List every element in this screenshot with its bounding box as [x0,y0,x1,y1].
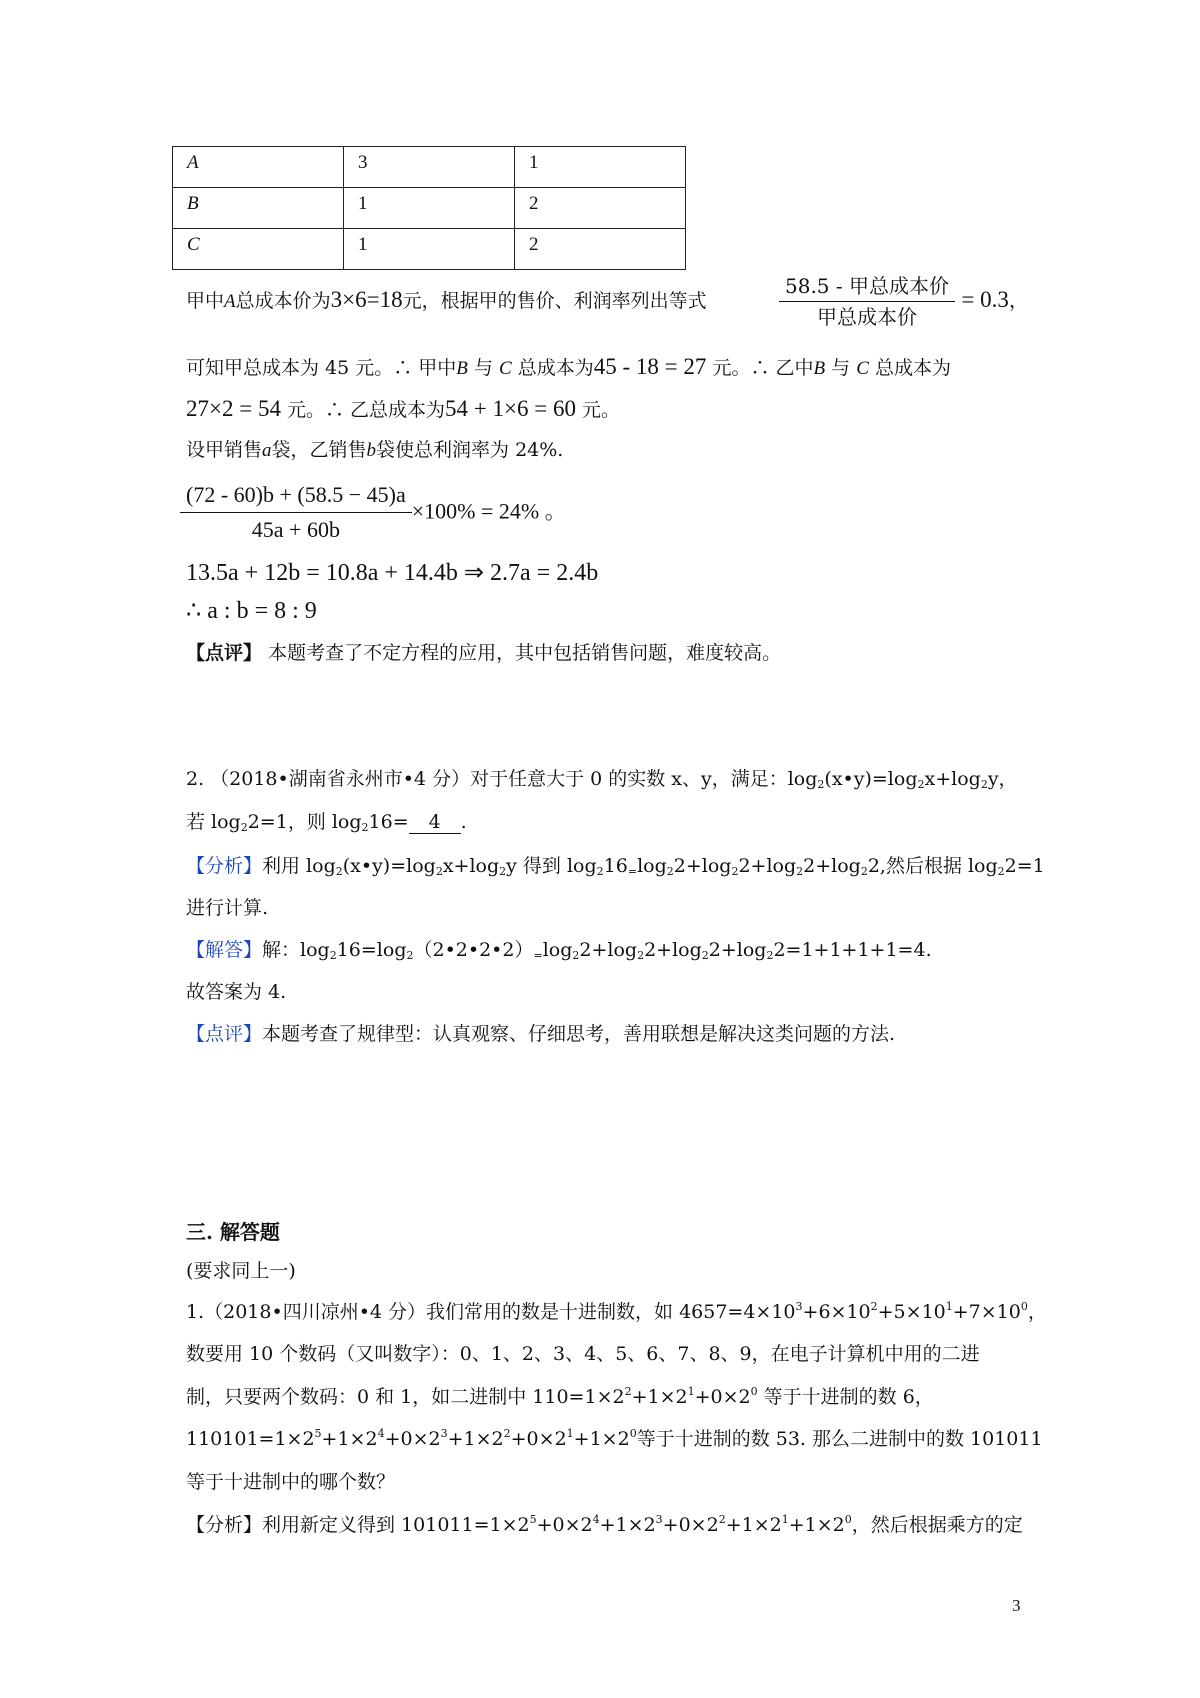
subscript: 2 [766,949,774,962]
subscript: 2 [997,865,1005,878]
superscript: 0 [629,1427,637,1440]
problem-2-line-1 [186,766,1018,792]
superscript: 1 [687,1385,695,1398]
analysis-2-line-1 [186,853,1045,879]
expr: 3×6=18 [330,287,403,312]
text: 总成本为 [874,357,951,379]
table-cell: A [173,147,344,188]
text: 元。∴ 乙总成本为 [287,399,446,421]
solution-line-4 [186,437,563,464]
text: 16= [368,811,409,833]
comment-label: 【点评】 [186,1023,263,1045]
text: 16 [603,855,628,877]
text: +1×2 [321,1428,378,1450]
comment-text: 本题考查了规律型：认真观察、仔细思考，善用联想是解决这类问题的方法. [262,1023,896,1045]
table-cell: 1 [344,229,515,270]
text: 110101=1×2 [186,1428,315,1450]
text: 与 [473,357,493,379]
text: 2+log [644,939,702,961]
subscript: 2 [572,949,580,962]
text: 设甲销售 [186,439,263,461]
analysis-2-line-2: 进行计算. [186,897,269,919]
question-1-line-3 [186,1384,934,1410]
numerator: 58.5 - 甲总成本价 [779,271,955,302]
var: B [456,358,468,379]
superscript: 3 [440,1427,448,1440]
equation-1: 13.5a + 12b = 10.8a + 14.4b ⇒ 2.7a = 2.4b [186,560,599,586]
superscript: 3 [795,1300,803,1313]
text: 2=1+1+1+1=4. [773,939,932,961]
text: 等于十进制的数 53. 那么二进制中的数 101011 [636,1428,1043,1450]
table-cell: 2 [515,188,686,229]
text: 可知甲总成本为 45 元。∴ 甲中 [186,357,457,379]
comment-text: 本题考查了不定方程的应用，其中包括销售问题，难度较高。 [268,642,782,664]
text: 总成本价为 [235,290,331,312]
section-note: (要求同上一) [186,1260,296,1282]
table-cell: B [173,188,344,229]
text: +1×2 [725,1514,782,1536]
text: 总成本为 [517,357,594,379]
text: 2+log [673,855,732,877]
var: B [813,358,826,379]
text: 2. （2018•湖南省永州市•4 分）对于任意大于 0 的实数 x、y，满足：log [186,768,818,790]
text: y 得到 log [506,855,597,877]
solution-line-3 [186,396,620,423]
text: . [460,811,467,833]
text: +1×2 [599,1514,656,1536]
text: +1×2 [573,1428,630,1450]
analysis-3 [186,1512,1023,1538]
subscript: 2 [860,865,868,878]
problem-2-line-2 [186,809,467,835]
page-number: 3 [1012,1596,1021,1615]
text: 2+log [738,855,797,877]
solution-line-1 [186,287,707,315]
text: 1.（2018•四川凉州•4 分）我们常用的数是十进制数，如 4657=4×10 [186,1301,796,1323]
text: （2•2•2•2） [413,939,534,961]
expr: ×100% = 24% 。 [411,498,567,524]
text: +1×2 [447,1428,504,1450]
subscript: = [533,949,543,962]
text: 甲中 [186,290,225,312]
superscript: 4 [592,1513,600,1526]
subscript: 2 [637,949,645,962]
text: +0×2 [662,1514,719,1536]
text: log [542,939,573,961]
table-cell: 1 [344,188,515,229]
var: A [224,291,236,312]
fraction-profit [779,271,1029,332]
subscript: 2 [335,865,343,878]
denominator: 甲总成本价 [817,305,917,329]
question-1-line-1 [186,1299,1047,1325]
answer-blank: 4 [409,811,461,834]
text: 元。 [582,399,621,421]
subscript: 2 [361,821,369,834]
table-row [173,229,686,270]
comment-2 [186,1021,895,1047]
subscript: 2 [796,865,804,878]
superscript: 2 [870,1300,878,1313]
subscript: 2 [917,778,925,791]
data-table [172,146,686,270]
subscript: 2 [731,865,739,878]
text: 制，只要两个数码：0 和 1，如二进制中 110=1×2 [186,1386,625,1408]
text: 2+log [708,939,767,961]
denominator: 45a + 60b [251,517,340,542]
table-cell: C [173,229,344,270]
text: 若 log [186,811,241,833]
text: +0×2 [510,1428,567,1450]
text: x+log [442,855,500,877]
text: 袋使总利润率为 24%. [376,439,564,461]
superscript: 0 [750,1385,758,1398]
text: +6×10 [802,1301,871,1323]
expr: 27×2 = 54 [186,396,281,421]
text: 2=1 [1004,855,1045,877]
text: 2=1，则 log [247,811,362,833]
text: 2,然后根据 log [867,855,998,877]
superscript: 5 [314,1427,322,1440]
subscript: 2 [406,949,414,962]
superscript: 2 [718,1513,726,1526]
numerator: (72 - 60)b + (58.5 − 45)a [180,478,412,513]
comment-1 [186,640,781,666]
text: +1×2 [631,1386,688,1408]
superscript: 1 [945,1300,953,1313]
superscript: 3 [655,1513,663,1526]
subscript: 2 [666,865,674,878]
superscript: 2 [624,1385,632,1398]
subscript: 2 [980,778,988,791]
text: +1×2 [788,1514,845,1536]
superscript: 1 [781,1513,789,1526]
subscript: 2 [499,865,507,878]
equation-2: ∴ a : b = 8 : 9 [186,598,317,624]
text: 利用 log [262,855,336,877]
subscript: 2 [596,865,604,878]
subscript: = [627,865,638,878]
superscript: 0 [844,1513,852,1526]
var: C [856,358,869,379]
section-title: 三. 解答题 [186,1220,280,1244]
text: +0×2 [694,1386,751,1408]
superscript: 5 [529,1513,537,1526]
text: 元，根据甲的售价、利润率列出等式 [402,290,707,312]
text: x+log [924,768,981,790]
solution-label: 【解答】 [186,939,263,961]
analysis-label: 【分析】 [186,1514,263,1536]
solution-line-2 [186,354,951,382]
subscript: 2 [240,821,248,834]
table-cell: 3 [344,147,515,188]
question-1-line-5: 等于十进制中的哪个数？ [186,1471,396,1493]
text: 2+log [803,855,861,877]
subscript: 2 [817,778,825,791]
var: b [366,440,377,461]
subscript: 2 [435,865,443,878]
question-1-line-2: 数要用 10 个数码（又叫数字）：0、1、2、3、4、5、6、7、8、9，在电子计算机中用的二进 [186,1343,980,1365]
final-answer-2: 故答案为 4. [186,981,287,1003]
expr: = 0.3 [961,287,1009,312]
text: +0×2 [384,1428,441,1450]
var: C [499,358,512,379]
table-row [173,188,686,229]
text: 袋，乙销售 [271,439,367,461]
superscript: 2 [503,1427,511,1440]
solution-2 [186,937,932,963]
text: 等于十进制的数 6， [757,1386,934,1408]
question-1-line-4 [186,1426,1043,1452]
text: log [637,855,667,877]
superscript: 0 [1020,1300,1028,1313]
text: 元。∴ 乙中 [712,357,814,379]
expr: 54 + 1×6 = 60 [445,396,576,421]
text: ， [1008,288,1029,312]
superscript: 4 [377,1427,385,1440]
text: 2+log [579,939,638,961]
text: 解：log [262,939,330,961]
table-cell: 1 [515,147,686,188]
comment-label: 【点评】 [186,642,263,664]
table-cell: 2 [515,229,686,270]
table-row [173,147,686,188]
expr: 45 - 18 = 27 [593,354,707,379]
fraction-rate [180,478,567,547]
analysis-label: 【分析】 [186,855,263,877]
var: a [262,440,272,461]
text: ， [1027,1301,1047,1323]
text: +5×10 [877,1301,946,1323]
text: ，然后根据乘方的定 [851,1514,1023,1536]
text: y， [987,768,1018,790]
text: +0×2 [536,1514,593,1536]
text: (x•y)=log [342,855,436,877]
text: 利用新定义得到 101011=1×2 [262,1514,530,1536]
text: 16=log [336,939,407,961]
text: (x•y)=log [824,768,918,790]
text: 与 [831,357,851,379]
subscript: 2 [329,949,337,962]
superscript: 1 [566,1427,574,1440]
text: +7×10 [952,1301,1021,1323]
subscript: 2 [701,949,709,962]
